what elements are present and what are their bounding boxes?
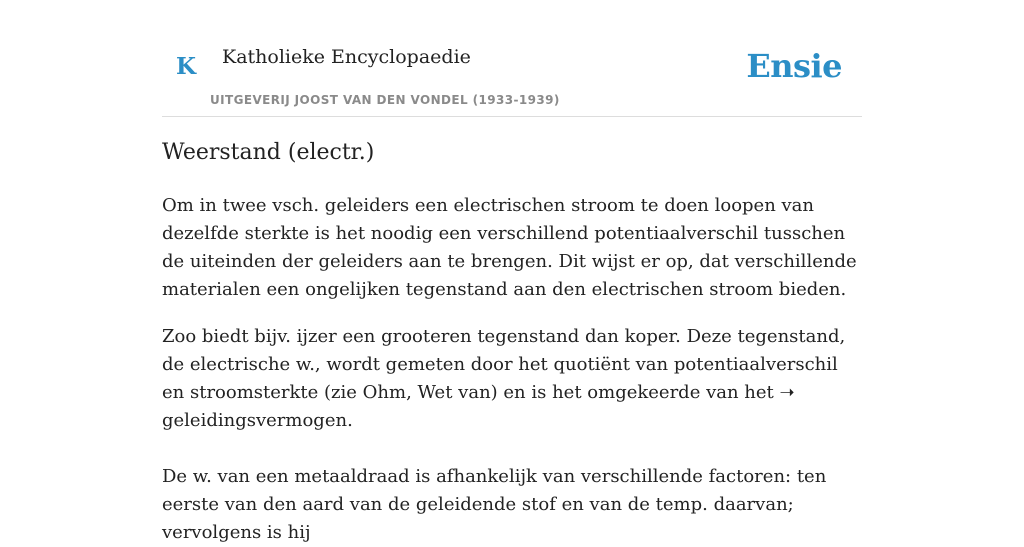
encyclopedia-title-link[interactable]: Katholieke Encyclopaedie [222, 46, 471, 68]
article-paragraph: Om in twee vsch. geleiders een electrischen stroom te doen loopen van dezelfde sterkte is het noodig een verschillend potentiaalverschil tusschen de uiteinden der geleiders aan te brengen. Dit wijst er op, dat verschillende materialen een ongelijken tegenstand aan den electrischen stroom bieden. [162, 195, 857, 300]
site-header [162, 0, 862, 117]
article-page [162, 0, 862, 543]
article-paragraph: De w. van een metaaldraad is afhankelijk van verschillende factoren: ten eerste van den aard van de geleidende stof en van de temp. daarvan; vervolgens is hij [162, 466, 827, 543]
encyclopedia-logo[interactable]: K [176, 53, 196, 80]
ensie-brand-logo[interactable]: Ensie [746, 47, 842, 85]
article-paragraph: Zoo biedt bijv. ijzer een grooteren tegenstand dan koper. Deze tegenstand, de electrische w., wordt gemeten door het quotiënt van potentiaalverschil en stroomsterkte (zie Ohm, Wet van) en is het omgekeerde van het ➝ geleidingsvermogen. [162, 326, 846, 431]
publisher-label: UITGEVERIJ JOOST VAN DEN VONDEL (1933-1939) [210, 93, 560, 107]
article-title: Weerstand (electr.) [162, 140, 375, 165]
